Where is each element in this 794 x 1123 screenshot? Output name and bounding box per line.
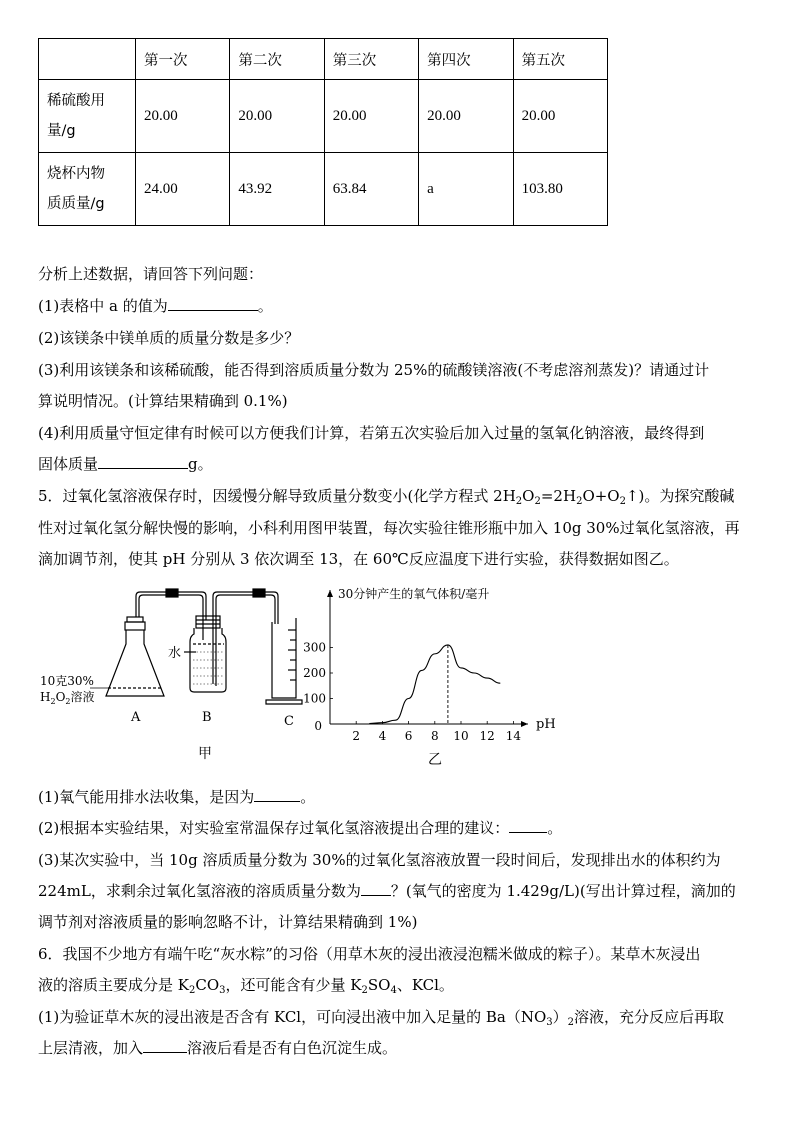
gas-bottle-b (184, 616, 226, 692)
q4-part2: (2)该镁条中镁单质的质量分数是多少？ (38, 329, 300, 347)
label-a: A (131, 710, 141, 725)
table-header-cell: 第三次 (324, 39, 418, 80)
q4-part4-line2: 固体质量 g。 (38, 455, 213, 473)
x-tick-label: 8 (430, 729, 439, 743)
graduated-cylinder-c (266, 618, 302, 704)
x-axis-arrow (521, 721, 528, 727)
table-header-cell: 第四次 (419, 39, 513, 80)
x-axis-label: pH (536, 717, 556, 732)
answer-blank[interactable] (361, 881, 391, 896)
table-cell: 20.00 (230, 80, 324, 153)
conical-flask-a (106, 600, 164, 696)
y-tick-label: 300 (303, 640, 326, 655)
table-cell: 20.00 (324, 80, 418, 153)
row-label: 稀硫酸用 量/g (39, 80, 136, 153)
y-axis-arrow (327, 590, 333, 597)
caption-yi: 乙 (428, 752, 442, 768)
y-tick-label: 100 (303, 691, 326, 706)
answer-blank[interactable] (254, 787, 300, 802)
x-tick-label: 4 (378, 729, 387, 743)
label-b: B (202, 710, 212, 725)
apparatus-figure (38, 582, 330, 782)
label-h2o2: $H_2O_2$溶液 (40, 690, 95, 706)
table-row (39, 153, 608, 226)
answer-blank[interactable] (509, 818, 547, 833)
table-header-row (39, 39, 608, 80)
caption-jia: 甲 (198, 746, 212, 762)
table-row (39, 80, 608, 153)
row-label: 烧杯内物 质质量/g (39, 153, 136, 226)
data-table (38, 38, 608, 226)
table-header-cell: 第二次 (230, 39, 324, 80)
answer-blank[interactable] (143, 1038, 187, 1053)
q5-part2: (2)根据本实验结果，对实验室常温保存过氧化氢溶液提出合理的建议： 。 (38, 819, 563, 837)
label-10g: 10克30% (40, 674, 94, 688)
table-header-cell: 第五次 (513, 39, 607, 80)
table-cell: 63.84 (324, 153, 418, 226)
label-water: 水 (168, 646, 182, 661)
x-tick-label: 12 (479, 729, 495, 743)
table-cell: 103.80 (513, 153, 607, 226)
chart-title: 30分钟产生的氧气体积/毫升 (338, 587, 490, 601)
y-tick-label: 0 (314, 719, 322, 733)
ph-oxygen-chart (300, 582, 570, 782)
connecting-tube (213, 589, 278, 624)
answer-blank[interactable] (168, 296, 258, 311)
label-c: C (284, 714, 294, 729)
x-tick-label: 14 (505, 729, 522, 743)
q6-part1-line1: (1)为验证草木灰的浸出液是否含有 KCl，可向浸出液中加入足量的 $Ba(NO_3)_2$溶液，充分反应后再取 (38, 1008, 725, 1028)
q4-intro: 分析上述数据，请回答下列问题： (38, 265, 264, 283)
q6-stem-line1: 6．我国不少地方有端午吃“灰水粽”的习俗（用草木灰的浸出液浸泡糯米做成的粽子）。某草木灰浸出 (38, 945, 701, 963)
table-cell: 20.00 (136, 80, 230, 153)
q5-stem-line2: 性对过氧化氢分解快慢的影响，小科利用图甲装置，每次实验往锥形瓶中加入 10g 30%过氧化氢溶液，再 (38, 519, 740, 537)
chart-series (369, 645, 500, 724)
water-pattern (193, 652, 224, 684)
answer-blank[interactable] (98, 454, 188, 469)
q5-part3-line1: (3)某次实验中，当 10g 溶质质量分数为 30%的过氧化氢溶液放置一段时间后，发现排出水的体积约为 (38, 851, 721, 869)
chart-ticks (303, 641, 521, 744)
connecting-tube (136, 589, 206, 620)
q4-part3-line2: 算说明情况。(计算结果精确到 0.1%) (38, 392, 288, 410)
table-cell: 20.00 (513, 80, 607, 153)
table-header-cell: 第一次 (136, 39, 230, 80)
table-cell: 43.92 (230, 153, 324, 226)
q4-part1: (1)表格中 a 的值为 。 (38, 297, 273, 315)
series-line (369, 645, 500, 724)
table-cell: 24.00 (136, 153, 230, 226)
y-tick-label: 200 (303, 666, 326, 680)
chart-axes (327, 590, 528, 727)
q5-stem-line3: 滴加调节剂，使其 pH 分别从 3 依次调至 13，在 60℃反应温度下进行实验，获得数据如图乙。 (38, 550, 679, 568)
q6-stem-line2: 液的溶质主要成分是 $K_2CO_3$，还可能含有少量 $K_2SO_4$、KCl。 (38, 976, 454, 996)
x-tick-label: 2 (352, 729, 361, 743)
x-tick-label: 6 (404, 729, 413, 743)
q5-stem-line1: 5．过氧化氢溶液保存时，因缓慢分解导致质量分数变小(化学方程式 $2H_2O_2=2H_2O+O_2↑$)。为探究酸碱 (38, 487, 735, 507)
q6-part1-line2: 上层清液，加入 溶液后看是否有白色沉淀生成。 (38, 1039, 398, 1057)
x-tick-label: 10 (453, 729, 469, 743)
q5-part3-line3: 调节剂对溶液质量的影响忽略不计，计算结果精确到 1%) (38, 913, 418, 931)
table-header-cell (39, 39, 136, 80)
q4-part3-line1: (3)利用该镁条和该稀硫酸，能否得到溶质质量分数为 25%的硫酸镁溶液(不考虑溶剂蒸发)？请通过计 (38, 361, 710, 379)
table-cell: a (419, 153, 513, 226)
q5-part1: (1)氧气能用排水法收集，是因为 。 (38, 788, 316, 806)
q5-part3-line2: 224mL，求剩余过氧化氢溶液的溶质质量分数为 ？(氧气的密度为 1.429g/L)(写出计算过程，滴加的 (38, 882, 736, 900)
q4-part4-line1: (4)利用质量守恒定律有时候可以方便我们计算，若第五次实验后加入过量的氢氧化钠溶液，最终得到 (38, 424, 705, 442)
table-cell: 20.00 (419, 80, 513, 153)
